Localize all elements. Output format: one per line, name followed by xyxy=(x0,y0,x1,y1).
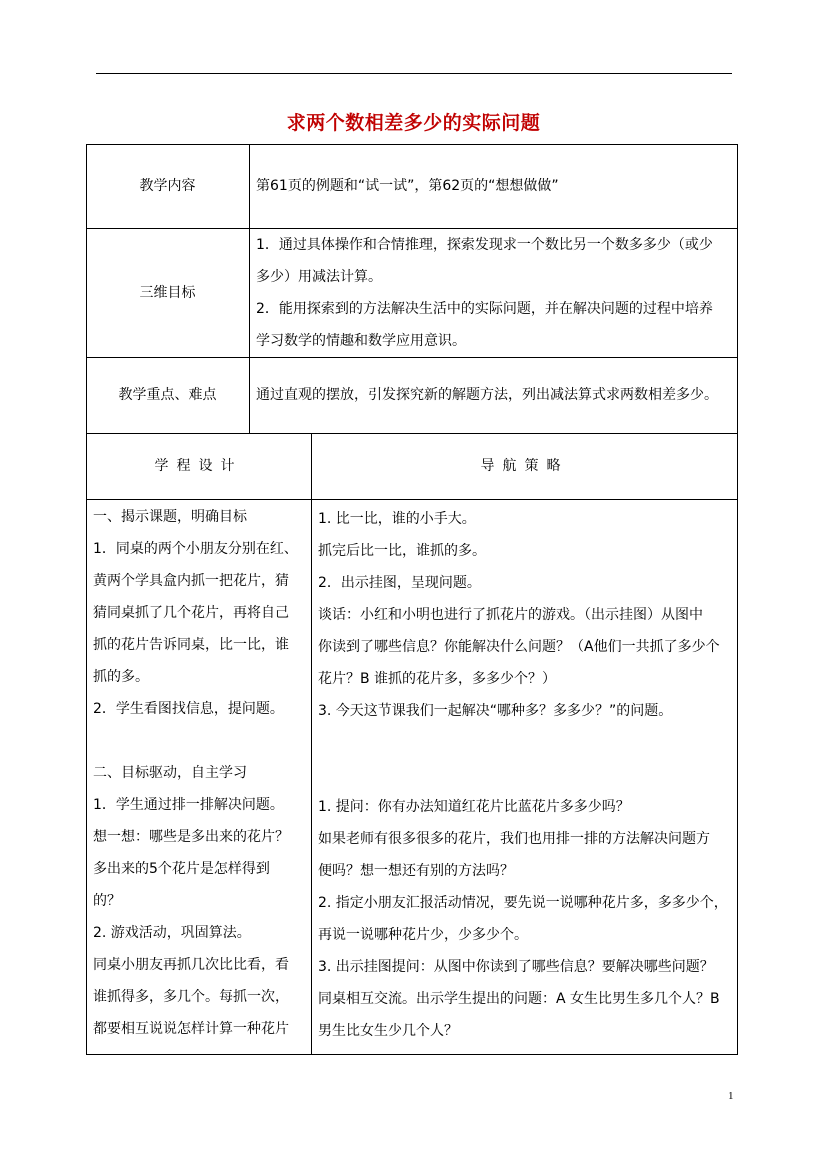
value-objectives xyxy=(256,229,734,357)
design-line: 2. 游戏活动，巩固算法。 xyxy=(93,925,251,941)
page-number: 1 xyxy=(728,1090,734,1102)
strategy-line: 便吗？想一想还有别的方法吗？ xyxy=(318,863,514,879)
value-teaching-content xyxy=(256,170,732,202)
strategy-line: 2．出示挂图，呈现问题。 xyxy=(318,575,481,591)
design-line: 想一想：哪些是多出来的花片？ xyxy=(93,829,289,845)
design-line: 的？ xyxy=(93,893,121,909)
strategy-line: 1. 提问：你有办法知道红花片比蓝花片多多少吗？ xyxy=(318,799,630,815)
design-line: 抓的花片告诉同桌，比一比，谁 xyxy=(93,637,289,653)
content-line: 第61页的例题和“试一试”，第62页的“想想做做” xyxy=(256,178,559,194)
design-line: 同桌小朋友再抓几次比比看，看 xyxy=(93,957,289,973)
header-guidance-strategy: 导航策略 xyxy=(480,458,569,474)
strategy-line: 你读到了哪些信息？你能解决什么问题？（A他们一共抓了多少个 xyxy=(318,639,720,655)
strategy-line: 如果老师有很多很多的花片，我们也用排一排的方法解决问题方 xyxy=(318,831,710,847)
strategy-line: 3. 出示挂图提问：从图中你读到了哪些信息？要解决哪些问题？ xyxy=(318,959,714,975)
learning-design-column xyxy=(93,501,309,1045)
design-line: 1．同桌的两个小朋友分别在红、 xyxy=(93,541,298,557)
value-key-points xyxy=(256,379,734,411)
design-line: 多出来的5个花片是怎样得到 xyxy=(93,861,270,877)
strategy-line: 2. 指定小朋友汇报活动情况，要先说一说哪种花片多，多多少个， xyxy=(318,895,728,911)
design-line: 2．学生看图找信息，提问题。 xyxy=(93,701,284,717)
objective-line: 2．能用探索到的方法解决生活中的实际问题，并在解决问题的过程中培养 xyxy=(256,301,713,317)
label-key-points: 教学重点、难点 xyxy=(118,387,217,403)
strategy-line: 男生比女生少几个人？ xyxy=(318,1023,458,1039)
strategy-line: 1. 比一比，谁的小手大。 xyxy=(318,511,476,527)
design-line: 1．学生通过排一排解决问题。 xyxy=(93,797,284,813)
strategy-line: 谈话：小红和小明也进行了抓花片的游戏。（出示挂图）从图中 xyxy=(318,607,703,623)
strategy-line: 抓完后比一比，谁抓的多。 xyxy=(318,543,486,559)
strategy-line: 3. 今天这节课我们一起解决“哪种多？多多少？”的问题。 xyxy=(318,703,673,719)
row-divider xyxy=(86,499,738,500)
header-rule xyxy=(96,73,732,74)
guidance-strategy-column xyxy=(318,503,736,1047)
strategy-line: 再说一说哪种花片少，少多少个。 xyxy=(318,927,528,943)
objective-line: 1．通过具体操作和合情推理，探索发现求一个数比另一个数多多少（或少 xyxy=(256,237,713,253)
strategy-line: 同桌相互交流。出示学生提出的问题：A 女生比男生多几个人？B xyxy=(318,991,720,1007)
design-line: 黄两个学具盒内抓一把花片，猜 xyxy=(93,573,289,589)
label-teaching-content: 教学内容 xyxy=(139,178,196,194)
design-line: 抓的多。 xyxy=(93,669,149,685)
objective-line: 多少）用减法计算。 xyxy=(256,269,382,285)
column-divider xyxy=(249,144,250,433)
design-line: 一、揭示课题，明确目标 xyxy=(93,509,247,525)
label-objectives: 三维目标 xyxy=(139,284,196,301)
objective-line: 学习数学的情趣和数学应用意识。 xyxy=(256,333,466,349)
design-line xyxy=(93,725,309,757)
column-divider xyxy=(311,433,312,1055)
design-line: 谁抓得多，多几个。每抓一次， xyxy=(93,989,289,1005)
design-line: 猜同桌抓了几个花片，再将自己 xyxy=(93,605,289,621)
page-title: 求两个数相差多少的实际问题 xyxy=(286,112,541,134)
strategy-line xyxy=(318,727,736,759)
design-line: 都要相互说说怎样计算一种花片 xyxy=(93,1021,289,1037)
strategy-line xyxy=(318,759,736,791)
header-learning-design: 学程设计 xyxy=(154,458,243,474)
design-line: 二、目标驱动，自主学习 xyxy=(93,765,247,781)
strategy-line: 花片？B 谁抓的花片多，多多少个？） xyxy=(318,671,557,687)
key-point-line: 通过直观的摆放，引发探究新的解题方法，列出减法算式求两数相差多少。 xyxy=(256,387,718,403)
